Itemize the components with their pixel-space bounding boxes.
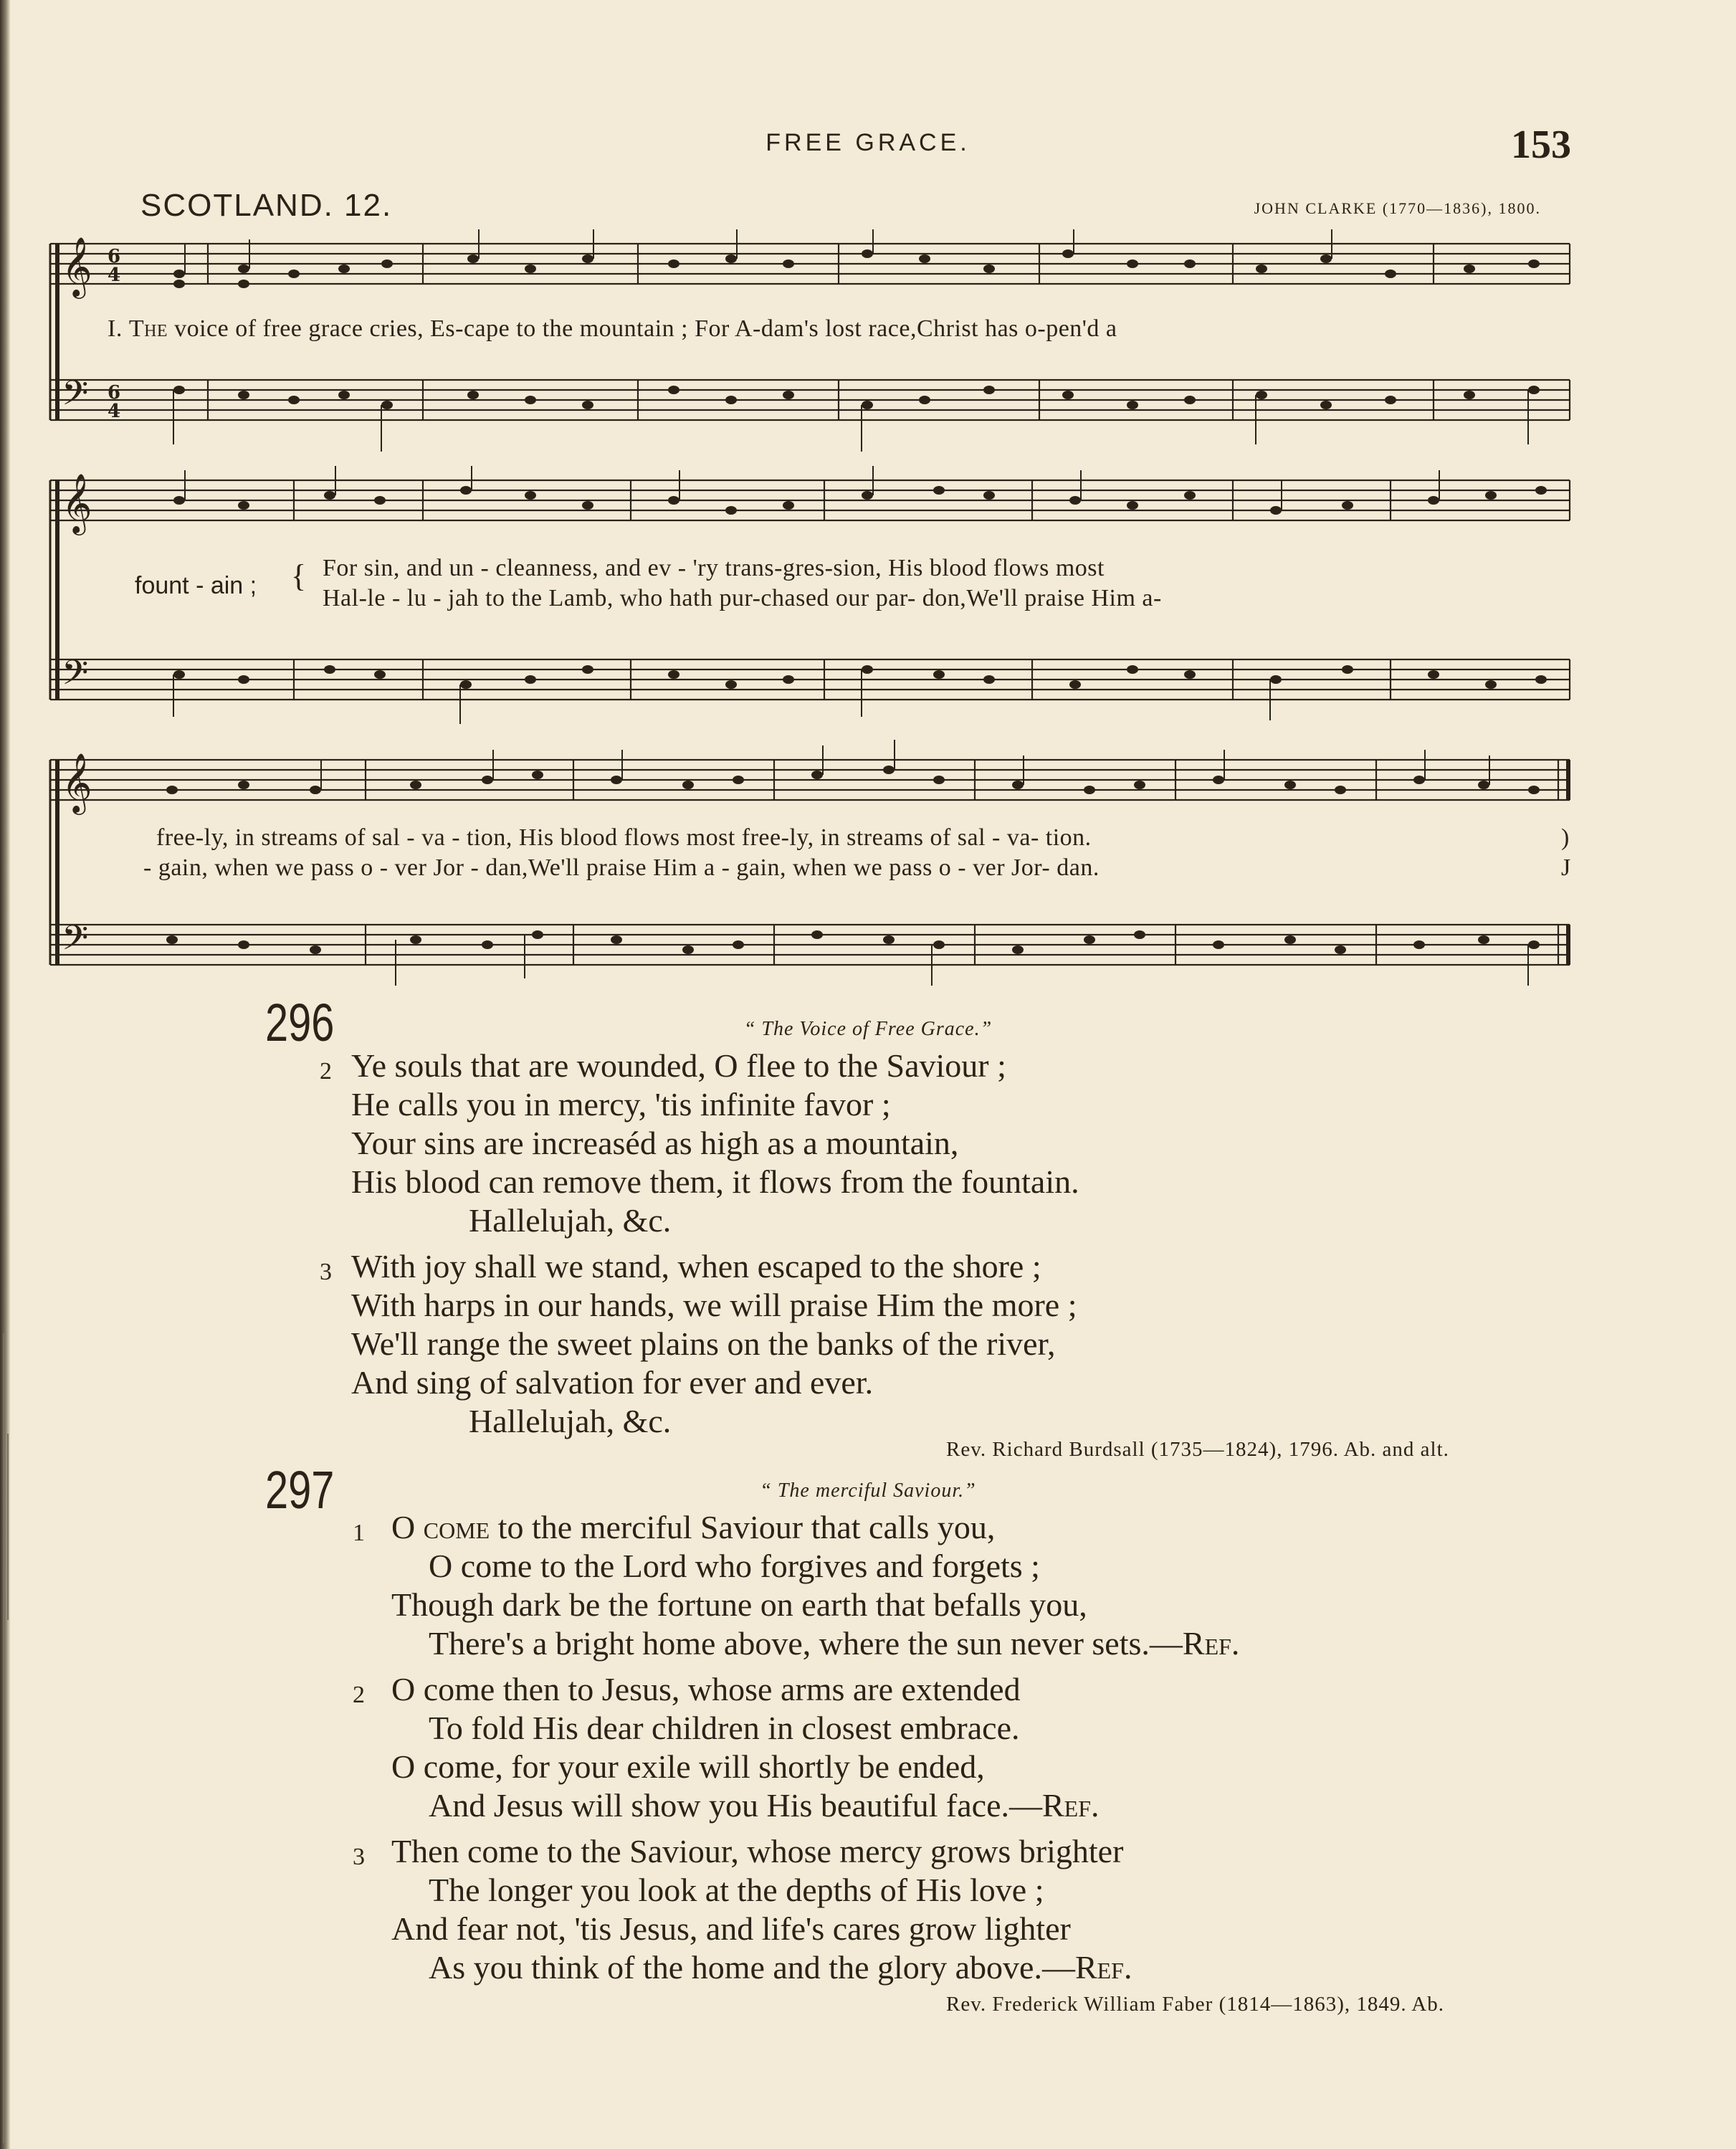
verse-line: Though dark be the fortune on earth that befalls you, xyxy=(391,1586,1087,1623)
binding-line xyxy=(3,1333,4,2143)
lyric-line-system-1 xyxy=(108,315,1117,343)
verse-line: Then come to the Saviour, whose mercy grows brighter xyxy=(391,1833,1124,1869)
verse-number: 3 xyxy=(353,1844,365,1870)
verse-first-letter: O xyxy=(391,1509,416,1545)
verse-line-text: There's a bright home above, where the sun never sets.— xyxy=(429,1625,1183,1662)
verse-line: He calls you in mercy, 'tis infinite favor ; xyxy=(351,1086,891,1123)
page-binding-edge xyxy=(0,0,10,2149)
lyric-brace: { xyxy=(291,558,307,594)
hymn-296-verse-2 xyxy=(320,1047,1079,1240)
hymn-297-verse-2 xyxy=(353,1670,1100,1825)
verse-line: To fold His dear children in closest embrace. xyxy=(429,1710,1020,1746)
verse-number: 2 xyxy=(320,1058,332,1085)
verse-number: 3 xyxy=(320,1259,332,1285)
verse-refrain: Hallelujah, &c. xyxy=(469,1202,672,1239)
hymn-number-297: 297 xyxy=(265,1460,335,1520)
refrain-marker: Ref. xyxy=(1074,1949,1132,1986)
hymn-297-verse-1 xyxy=(353,1508,1240,1663)
binding-line xyxy=(7,1434,9,1620)
staff-notation xyxy=(43,229,1577,473)
verse-line: O come, for your exile will shortly be ended, xyxy=(391,1748,985,1785)
tune-composer: JOHN CLARKE (1770—1836), 1800. xyxy=(1254,199,1541,217)
verse-line xyxy=(391,1948,1132,1987)
hymn-297-attribution: Rev. Frederick William Faber (1814—1863), 1849. Ab. xyxy=(946,1993,1444,2016)
verse-refrain: Hallelujah, &c. xyxy=(469,1403,672,1439)
lyric-line-system-3-a: free-ly, in streams of sal - va - tion, His blood flows most free-ly, in streams of sal - va- tion. xyxy=(156,824,1092,851)
verse-line xyxy=(391,1624,1239,1663)
lyric-side-word: fount - ain ; xyxy=(135,572,257,599)
hymn-title-297: “ The merciful Saviour.” xyxy=(760,1479,976,1502)
hymn-296-attribution: Rev. Richard Burdsall (1735—1824), 1796. Ab. and alt. xyxy=(946,1438,1449,1461)
hymn-297-verse-3 xyxy=(353,1832,1132,1987)
music-system-3 xyxy=(43,731,1577,996)
verse-line-text: And Jesus will show you His beautiful face.— xyxy=(429,1787,1042,1824)
tune-name: SCOTLAND. 12. xyxy=(140,188,393,223)
svg-text:𝄢: 𝄢 xyxy=(62,918,89,966)
verse-line: We'll range the sweet plains on the banks of the river, xyxy=(351,1325,1056,1362)
verse-number: 1 xyxy=(353,1520,365,1546)
verse-line: O come then to Jesus, whose arms are extended xyxy=(391,1671,1021,1707)
svg-text:4: 4 xyxy=(108,265,121,286)
verse-line xyxy=(391,1786,1100,1825)
verse-line: Ye souls that are wounded, O flee to the Saviour ; xyxy=(351,1047,1006,1084)
verse-line: With joy shall we stand, when escaped to the shore ; xyxy=(351,1248,1041,1285)
refrain-marker: Ref. xyxy=(1182,1625,1240,1662)
lyric-line-system-3-b: - gain, when we pass o - ver Jor - dan,We'll praise Him a - gain, when we pass o - ver Jor- dan. xyxy=(143,854,1100,881)
running-head: FREE GRACE. xyxy=(766,129,970,156)
lyric-brace-bottom: J xyxy=(1561,854,1571,881)
hymn-number-296: 296 xyxy=(265,993,335,1052)
lyric-line-system-2-b: Hal-le - lu - jah to the Lamb, who hath pur-chased our par- don,We'll praise Him a- xyxy=(323,585,1162,611)
svg-text:6: 6 xyxy=(108,382,121,404)
page-number: 153 xyxy=(1511,123,1571,167)
verse-line xyxy=(391,1508,1239,1547)
music-system-1 xyxy=(43,229,1577,473)
verse-line: Your sins are increaséd as high as a mountain, xyxy=(351,1125,959,1161)
svg-text:4: 4 xyxy=(108,401,121,422)
lyric-line-system-2-a: For sin, and un - cleanness, and ev - 'ry trans-gres-sion, His blood flows most xyxy=(323,555,1105,581)
verse-first-word: come xyxy=(423,1509,490,1545)
svg-text:𝄞: 𝄞 xyxy=(62,752,92,812)
svg-text:𝄞: 𝄞 xyxy=(62,472,92,533)
music-system-2 xyxy=(43,466,1577,731)
verse-line: O come to the Lord who forgives and forgets ; xyxy=(429,1548,1040,1584)
verse-number: 2 xyxy=(353,1682,365,1708)
verse-line: His blood can remove them, it flows from the fountain. xyxy=(351,1163,1079,1200)
lyric-text: voice of free grace cries, Es-cape to the mountain ; For A-dam's lost race,Christ has o-pen'd a xyxy=(174,315,1117,342)
svg-text:6: 6 xyxy=(108,246,121,267)
hymn-296-verse-3 xyxy=(320,1247,1077,1441)
refrain-marker: Ref. xyxy=(1042,1787,1100,1824)
lyric-brace-top: ) xyxy=(1561,824,1570,851)
lyric-first-word: The xyxy=(128,315,168,342)
verse-line: And fear not, 'tis Jesus, and life's cares grow lighter xyxy=(391,1910,1071,1947)
verse-line: With harps in our hands, we will praise Him the more ; xyxy=(351,1287,1077,1323)
svg-text:𝄞: 𝄞 xyxy=(62,236,92,296)
verse-line-text: As you think of the home and the glory above.— xyxy=(429,1949,1075,1986)
verse-line: The longer you look at the depths of His love ; xyxy=(429,1872,1044,1908)
svg-text:𝄢: 𝄢 xyxy=(62,652,89,701)
verse-line-rest: to the merciful Saviour that calls you, xyxy=(497,1509,996,1545)
verse-label: I. xyxy=(108,315,123,342)
svg-text:𝄢: 𝄢 xyxy=(62,373,89,421)
verse-line: And sing of salvation for ever and ever. xyxy=(351,1364,874,1401)
hymn-title-296: “ The Voice of Free Grace.” xyxy=(743,1018,993,1040)
